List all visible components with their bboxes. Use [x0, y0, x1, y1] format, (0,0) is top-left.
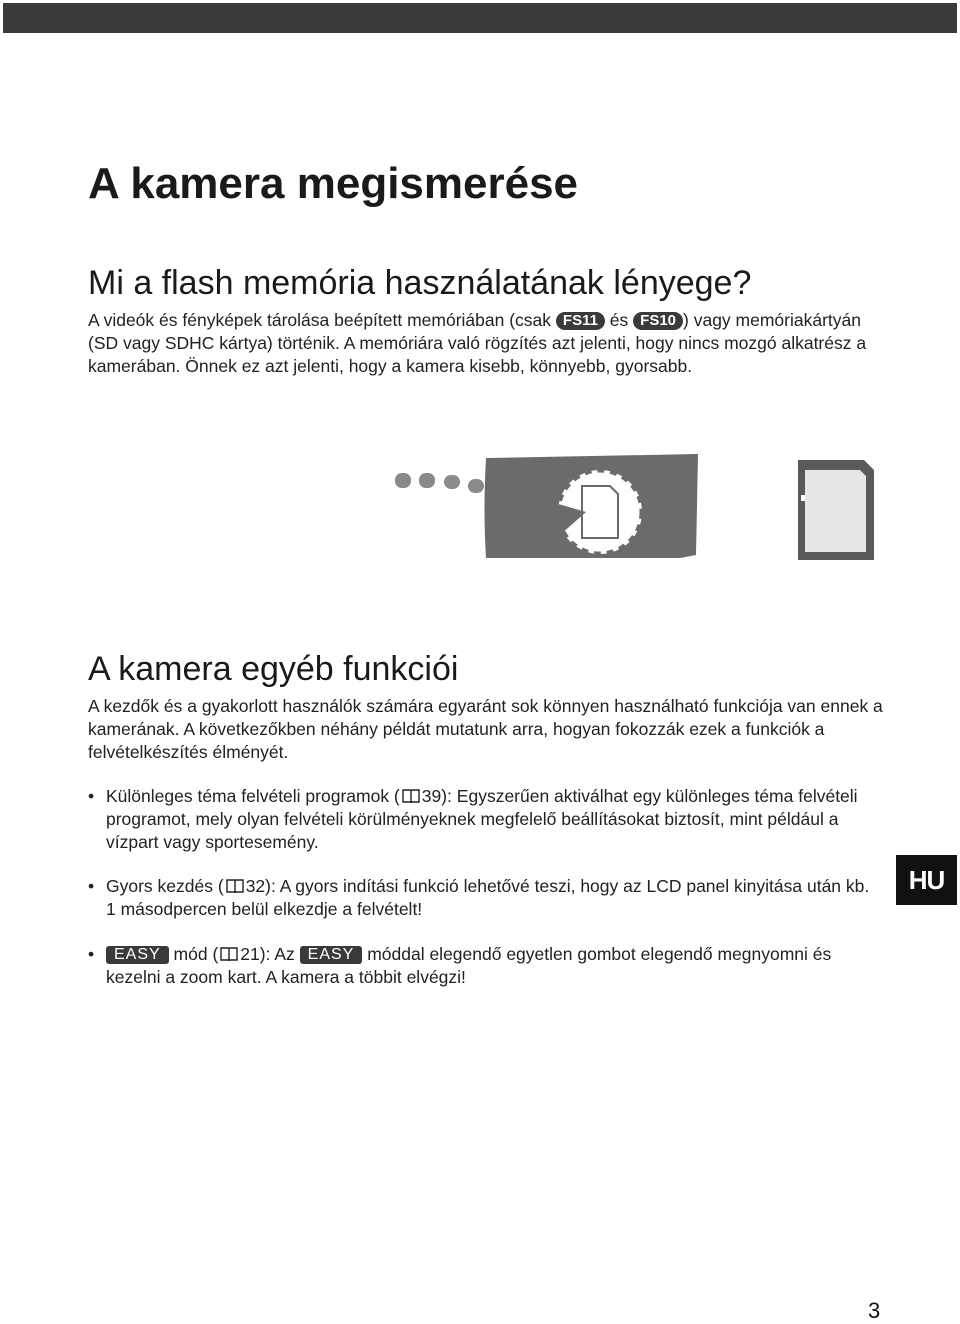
section-heading-flash-memory: Mi a flash memória használatának lényege? — [88, 264, 752, 302]
list-item-segment: ): Az — [259, 944, 300, 964]
list-item-segment: ): A gyors indítási funkció lehetővé teszi, hogy az LCD panel kinyitása után kb. 1 másodpercen belül elkezdje a felvételt! — [106, 876, 870, 919]
sd-card-label — [805, 470, 866, 552]
fs11-badge: FS11 — [556, 312, 605, 330]
list-item-text — [106, 875, 878, 921]
list-item-segment: mód ( — [168, 944, 219, 964]
list-item-segment: Gyors kezdés ( — [106, 876, 224, 896]
easy-mode-badge: EASY — [106, 946, 169, 964]
book-icon — [220, 946, 238, 962]
bullet-marker: • — [88, 786, 95, 806]
page-reference: 32 — [245, 876, 266, 896]
list-item-segment: Különleges téma felvételi programok ( — [106, 786, 400, 806]
book-icon — [226, 878, 244, 894]
list-item-text — [106, 943, 878, 989]
page-reference: 39 — [421, 786, 442, 806]
list-item-segment: ): Egyszerűen aktiválhat egy különleges téma felvételi programot, mely olyan felvételi körülményeknek megfelelő beállításokat biztosít, mint például a vízpart vagy sportesemény. — [106, 786, 858, 852]
camera-memory-illustration — [390, 450, 890, 570]
functions-intro-paragraph: A kezdők és a gyakorlott használók számára egyaránt sok könnyen használható funkciója van ennek a kamerának. A következőkben néhány példát mutatunk arra, hogyan fokozzák ezek a funkciók a felvételkészítés élményét. — [88, 696, 883, 762]
paragraph-text: A videók és fényképek tárolása beépített memóriában (csak — [88, 310, 556, 330]
list-item — [88, 943, 878, 989]
paragraph-text: és — [604, 310, 634, 330]
page-number: 3 — [868, 1298, 881, 1323]
easy-mode-badge: EASY — [300, 946, 363, 964]
list-item-segment: móddal elegendő egyetlen gombot elegendő megnyomni és kezelni a zoom kart. A kamera a többit elvégzi! — [106, 944, 832, 987]
page-title: A kamera megismerése — [88, 159, 579, 208]
sd-card-notch — [801, 495, 805, 501]
bullet-marker: • — [88, 876, 95, 896]
header-bar — [3, 3, 957, 33]
fs10-badge: FS10 — [633, 312, 683, 330]
paragraph-text: ) vagy memóriakártyán (SD vagy SDHC kártya) történik. A memóriára való rögzítés azt jelenti, hogy nincs mozgó alkatrész a kamerában. Önnek ez azt jelenti, hogy a kamera kisebb, könnyebb, gyorsabb. — [88, 310, 867, 376]
book-icon — [402, 788, 420, 804]
page-reference: 21 — [240, 944, 260, 964]
section-heading-other-functions: A kamera egyéb funkciói — [88, 650, 459, 688]
list-item — [88, 785, 878, 854]
language-tab: HU — [896, 855, 957, 905]
list-item — [88, 875, 878, 921]
bullet-marker: • — [88, 944, 95, 964]
memory-chip-icon — [582, 486, 618, 538]
flash-memory-paragraph — [88, 309, 888, 378]
list-item-text — [106, 785, 878, 854]
